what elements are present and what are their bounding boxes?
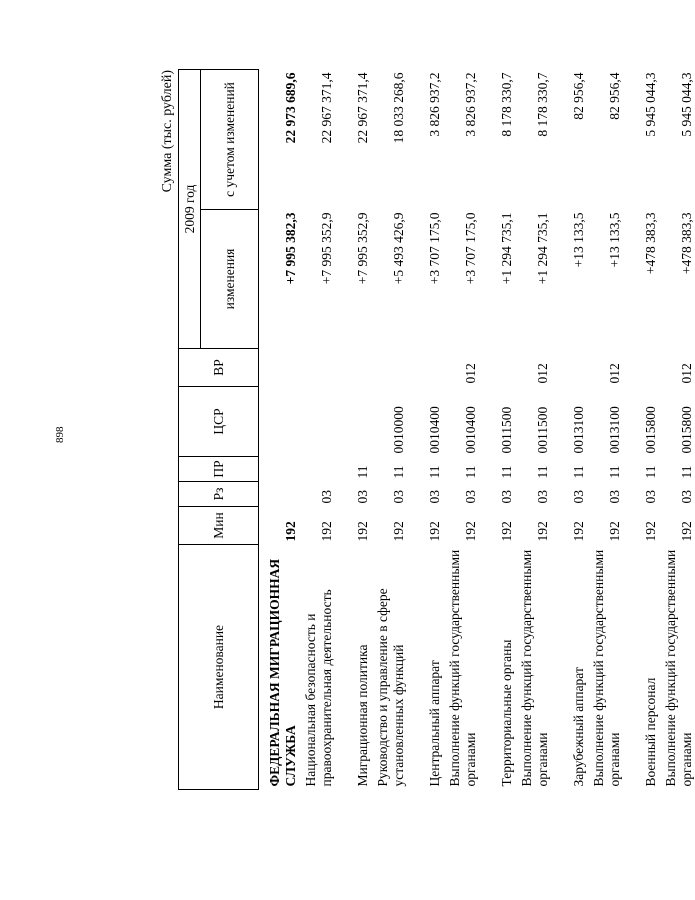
cell-total: 8 178 330,7 xyxy=(498,72,514,137)
cell-csr xyxy=(335,387,371,457)
cell-pr: 11 xyxy=(534,465,550,479)
cell-change: +7 995 352,9 xyxy=(354,212,370,285)
cell-change: +13 133,5 xyxy=(570,212,586,268)
cell-min: 192 xyxy=(498,521,514,542)
cell-min: 192 xyxy=(534,521,550,542)
table-row xyxy=(443,70,479,790)
header-vr: ВР xyxy=(179,349,259,387)
cell-vr: 012 xyxy=(534,363,550,384)
cell-pr: 11 xyxy=(354,465,370,479)
cell-rz xyxy=(259,482,300,507)
cell-name: Выполнение функций государственными органами xyxy=(662,549,694,787)
cell-pr: 11 xyxy=(390,465,406,479)
cell-total: 22 967 371,4 xyxy=(354,72,370,144)
cell-change: +1 294 735,1 xyxy=(534,212,550,285)
cell-rz: 03 xyxy=(390,490,406,504)
cell-rz: 03 xyxy=(426,490,442,504)
cell-name: Центральный аппарат xyxy=(426,660,442,787)
cell-min: 192 xyxy=(462,521,478,542)
cell-total: 18 033 268,6 xyxy=(390,72,406,144)
cell-total: 82 956,4 xyxy=(570,72,586,120)
table-row xyxy=(299,70,335,790)
cell-rz: 03 xyxy=(606,490,622,504)
cell-min: 192 xyxy=(354,521,370,542)
cell-name: Выполнение функций государственными органами xyxy=(446,549,478,787)
table-row xyxy=(623,70,659,790)
cell-csr: 0015800 xyxy=(642,406,658,454)
cell-vr xyxy=(479,349,515,387)
cell-csr: 0010000 xyxy=(390,406,406,454)
cell-pr: 11 xyxy=(462,465,478,479)
cell-pr: 11 xyxy=(498,465,514,479)
cell-change: +5 493 426,9 xyxy=(390,212,406,285)
cell-min: 192 xyxy=(390,521,406,542)
cell-rz: 03 xyxy=(678,490,694,504)
cell-vr: 012 xyxy=(678,363,694,384)
cell-change: +1 294 735,1 xyxy=(498,212,514,285)
page-number: 898 xyxy=(54,426,66,443)
cell-pr: 11 xyxy=(426,465,442,479)
header-pr: ПР xyxy=(179,457,259,482)
cell-min: 192 xyxy=(570,521,586,542)
table-row xyxy=(371,70,407,790)
cell-rz: 03 xyxy=(498,490,514,504)
cell-csr: 0010400 xyxy=(426,406,442,454)
cell-csr: 0013100 xyxy=(570,406,586,454)
cell-vr xyxy=(551,349,587,387)
cell-change: +3 707 175,0 xyxy=(426,212,442,285)
cell-name: Национальная безопасность и правоохранительная деятельность xyxy=(302,589,334,787)
cell-total: 8 178 330,7 xyxy=(534,72,550,137)
cell-change: +7 995 382,3 xyxy=(282,212,298,285)
cell-vr xyxy=(371,349,407,387)
cell-total: 5 945 044,3 xyxy=(642,72,658,137)
cell-pr: 11 xyxy=(606,465,622,479)
cell-total: 22 973 689,6 xyxy=(282,72,298,144)
cell-csr xyxy=(299,387,335,457)
cell-csr: 0011500 xyxy=(534,406,550,454)
cell-total: 5 945 044,3 xyxy=(678,72,694,137)
cell-vr xyxy=(335,349,371,387)
cell-name: Военный персонал xyxy=(642,677,658,787)
table-row xyxy=(259,70,300,790)
cell-pr: 11 xyxy=(570,465,586,479)
cell-csr: 0013100 xyxy=(606,406,622,454)
cell-name: Выполнение функций государственными органами xyxy=(518,549,550,787)
cell-min: 192 xyxy=(426,521,442,542)
table-row xyxy=(335,70,371,790)
cell-pr xyxy=(259,457,300,482)
cell-name: Руководство и управление в сфере установленных функций xyxy=(374,588,406,787)
cell-min: 192 xyxy=(606,521,622,542)
header-min: Мин xyxy=(179,507,259,545)
cell-change: +7 995 352,9 xyxy=(318,212,334,285)
cell-pr: 11 xyxy=(678,465,694,479)
header-rz: Рз xyxy=(179,482,259,507)
cell-pr: 11 xyxy=(642,465,658,479)
sum-caption: Сумма (тыс. рублей) xyxy=(160,70,175,193)
cell-rz: 03 xyxy=(462,490,478,504)
cell-change: +478 383,3 xyxy=(678,212,694,275)
budget-table xyxy=(178,69,695,790)
cell-csr: 0010400 xyxy=(462,406,478,454)
cell-change: +3 707 175,0 xyxy=(462,212,478,285)
header-name: Наименование xyxy=(179,545,259,790)
cell-change: +13 133,5 xyxy=(606,212,622,268)
cell-vr: 012 xyxy=(462,363,478,384)
table-row xyxy=(551,70,587,790)
cell-total: 22 967 371,4 xyxy=(318,72,334,144)
cell-total: 82 956,4 xyxy=(606,72,622,120)
cell-pr xyxy=(299,457,335,482)
cell-name: ФЕДЕРАЛЬНАЯ МИГРАЦИОННАЯ СЛУЖБА xyxy=(266,558,298,787)
cell-rz: 03 xyxy=(570,490,586,504)
cell-total: 3 826 937,2 xyxy=(426,72,442,137)
cell-min: 192 xyxy=(318,521,334,542)
cell-csr xyxy=(259,387,300,457)
table-row xyxy=(479,70,515,790)
cell-name: Миграционная политика xyxy=(354,644,370,787)
table-row xyxy=(407,70,443,790)
cell-vr xyxy=(299,349,335,387)
cell-total: 3 826 937,2 xyxy=(462,72,478,137)
cell-vr xyxy=(407,349,443,387)
cell-csr: 0015800 xyxy=(678,406,694,454)
header-csr: ЦСР xyxy=(179,387,259,457)
cell-csr: 0011500 xyxy=(498,406,514,454)
cell-min: 192 xyxy=(642,521,658,542)
table-row xyxy=(515,70,551,790)
header-changes: изменения xyxy=(201,210,259,349)
cell-min: 192 xyxy=(678,521,694,542)
cell-name: Выполнение функций государственными органами xyxy=(590,549,622,787)
cell-rz: 03 xyxy=(642,490,658,504)
header-year: 2009 год xyxy=(179,70,201,349)
cell-rz: 03 xyxy=(354,490,370,504)
rotated-page-content xyxy=(160,70,694,790)
cell-vr xyxy=(259,349,300,387)
cell-change: +478 383,3 xyxy=(642,212,658,275)
cell-min: 192 xyxy=(282,521,298,542)
cell-rz: 03 xyxy=(534,490,550,504)
table-row xyxy=(587,70,623,790)
cell-name: Зарубежный аппарат xyxy=(570,667,586,787)
header-with-changes: с учетом изменений xyxy=(201,70,259,210)
cell-vr xyxy=(623,349,659,387)
cell-vr: 012 xyxy=(606,363,622,384)
table-row xyxy=(659,70,695,790)
cell-name: Территориальные органы xyxy=(498,639,514,787)
cell-rz: 03 xyxy=(318,490,334,504)
